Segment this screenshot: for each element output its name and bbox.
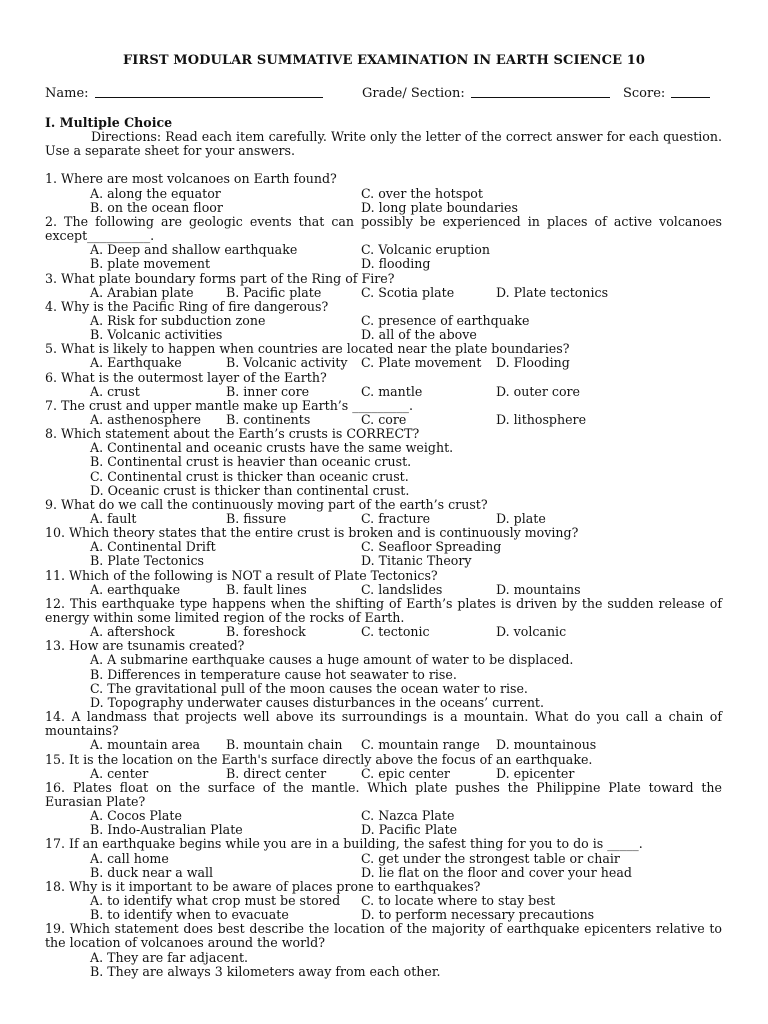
answer-option: D. lie flat on the floor and cover your head [361,864,632,880]
answer-option: D. outer core [496,383,580,399]
question-text: 16. Plates float on the surface of the mantle. Which plate pushes the Philippine Plate toward the Eurasian Plate? [45,779,722,809]
answer-option: D. Topography underwater causes disturbances in the oceans’ current. [90,694,544,710]
options-row [45,625,722,639]
answer-option: C. Nazca Plate [361,808,455,824]
options-row [45,852,722,866]
answer-option: C. fracture [361,511,431,526]
question-item [45,922,722,979]
answer-option: A. They are far adjacent. [90,949,249,965]
answer-option: C. Plate movement [361,355,482,371]
answer-option: B. continents [226,411,311,427]
answer-option: B. Volcanic activity [226,355,348,371]
options-row [45,696,722,710]
options-row [45,385,722,399]
answer-option: D. long plate boundaries [361,199,518,215]
answer-option: A. mountain area [90,737,201,753]
section-title: I. Multiple Choice [45,115,173,130]
answer-option: A. Arabian plate [90,284,194,300]
question-list [45,172,722,978]
answer-option: B. mountain chain [226,737,343,753]
question-text: 9. What do we call the continuously moving part of the earth’s crust? [45,496,488,512]
question-text: 1. Where are most volcanoes on Earth found? [45,171,337,187]
answer-option: A. crust [90,383,140,399]
answer-option: D. Flooding [496,355,570,371]
options-row [45,767,722,781]
options-row [45,328,722,342]
answer-option: A. to identify what crop must be stored [90,892,341,908]
answer-option: C. get under the strongest table or chair [361,850,620,866]
question-text: 8. Which statement about the Earth’s crusts is CORRECT? [45,426,420,442]
answer-option: A. Cocos Plate [90,808,182,824]
options-row [45,866,722,880]
answer-option: A. fault [90,511,137,526]
question-text: 2. The following are geologic events that can possibly be experienced in places of active volcanoes except__________. [45,213,722,244]
answer-option: A. Earthquake [90,355,182,371]
answer-option: C. mountain range [361,737,480,753]
options-row [45,243,722,257]
options-row [45,653,722,667]
answer-option: A. aftershock [90,624,175,640]
question-item [45,781,722,838]
answer-option: C. over the hotspot [361,185,483,201]
question-item [45,427,722,498]
name-blank[interactable] [95,86,323,98]
options-row [45,470,722,484]
question-item [45,371,722,399]
options-row [45,951,722,965]
answer-option: D. Oceanic crust is thicker than continental crust. [90,482,410,498]
answer-option: B. Pacific plate [226,284,322,300]
answer-option: B. on the ocean floor [90,199,223,215]
exam-title: FIRST MODULAR SUMMATIVE EXAMINATION IN EARTH SCIENCE 10 [122,53,646,68]
options-row [45,809,722,823]
options-row [45,201,722,215]
answer-option: D. Plate tectonics [496,284,609,300]
name-label: Name: [45,86,89,101]
answer-option: C. Scotia plate [361,284,455,300]
options-row [45,894,722,908]
answer-option: B. duck near a wall [90,864,214,880]
options-row [45,286,722,300]
score-field[interactable] [623,86,665,101]
answer-option: B. fault lines [226,581,307,597]
answer-option: B. Volcanic activities [90,327,223,343]
options-row [45,441,722,455]
grade-section-blank[interactable] [471,86,610,98]
answer-option: B. direct center [226,765,327,781]
question-item [45,597,722,639]
options-row [45,583,722,597]
answer-option: D. volcanic [496,624,567,640]
answer-option: C. presence of earthquake [361,312,530,328]
options-row [45,356,722,370]
answer-option: D. to perform necessary precautions [361,907,595,923]
answer-option: B. inner core [226,383,310,399]
options-row [45,540,722,554]
answer-option: C. Continental crust is thicker than oceanic crust. [90,468,409,484]
answer-option: A. earthquake [90,581,181,597]
question-item [45,272,722,300]
answer-option: D. mountains [496,581,581,597]
answer-option: C. to locate where to stay best [361,892,556,908]
options-row [45,668,722,682]
answer-option: B. Continental crust is heavier than oceanic crust. [90,454,412,470]
answer-option: B. plate movement [90,256,211,272]
answer-option: A. center [90,765,149,781]
question-item [45,753,722,781]
answer-option: D. mountainous [496,737,597,753]
question-item [45,837,722,879]
answer-option: B. They are always 3 kilometers away from each other. [90,963,441,979]
answer-option: B. foreshock [226,624,306,640]
answer-option: B. to identify when to evacuate [90,907,289,923]
options-row [45,257,722,271]
answer-option: C. landslides [361,581,443,597]
question-text: 12. This earthquake type happens when the shifting of Earth’s plates is driven by the sudden release of energy within some limited region of the rocks of Earth. [45,595,722,626]
question-item [45,710,722,752]
question-item [45,399,722,427]
directions-text: Directions: Read each item carefully. Write only the letter of the correct answer for each question. Use a separate sheet for your answers. [45,129,722,159]
question-item [45,300,722,342]
options-row [45,682,722,696]
options-row [45,455,722,469]
question-text: 17. If an earthquake begins while you are in a building, the safest thing for you to do is _____. [45,836,643,852]
grade-section-field[interactable] [362,86,465,101]
answer-option: C. mantle [361,383,423,399]
question-item [45,639,722,710]
answer-option: D. flooding [361,256,431,272]
answer-option: B. fissure [226,511,287,526]
question-text: 18. Why is it important to be aware of places prone to earthquakes? [45,878,481,894]
question-text: 15. It is the location on the Earth's surface directly above the focus of an earthquake. [45,751,593,767]
answer-option: C. tectonic [361,624,430,640]
answer-option: C. core [361,411,407,427]
answer-option: A. asthenosphere [90,411,201,427]
question-item [45,526,722,568]
answer-option: A. along the equator [90,185,221,201]
answer-option: D. epicenter [496,765,575,781]
question-item [45,215,722,272]
options-row [45,512,722,526]
answer-option: C. Volcanic eruption [361,242,490,258]
question-text: 4. Why is the Pacific Ring of fire dangerous? [45,298,329,314]
options-row [45,965,722,979]
score-label: Score: [623,86,666,101]
answer-option: A. A submarine earthquake causes a huge amount of water to be displaced. [90,652,574,668]
options-row [45,823,722,837]
answer-option: B. Plate Tectonics [90,553,205,569]
name-field[interactable] [45,86,89,101]
answer-option: D. Pacific Plate [361,822,458,838]
question-text: 11. Which of the following is NOT a result of Plate Tectonics? [45,567,438,583]
answer-option: C. The gravitational pull of the moon causes the ocean water to rise. [90,680,528,696]
grade-section-label: Grade/ Section: [362,86,465,101]
answer-option: D. lithosphere [496,411,587,427]
answer-option: C. Seafloor Spreading [361,539,502,555]
question-text: 7. The crust and upper mantle make up Earth’s _________. [45,397,413,413]
options-row [45,484,722,498]
answer-option: A. Continental and oceanic crusts have the same weight. [90,440,454,456]
answer-option: A. call home [90,850,169,866]
question-text: 10. Which theory states that the entire crust is broken and is continuously moving? [45,525,579,541]
options-row [45,413,722,427]
question-text: 13. How are tsunamis created? [45,638,245,654]
options-row [45,908,722,922]
options-row [45,314,722,328]
answer-option: B. Indo-Australian Plate [90,822,243,838]
answer-option: D. Titanic Theory [361,553,472,569]
score-blank[interactable] [671,86,710,98]
question-item [45,172,722,214]
answer-option: D. all of the above [361,327,477,343]
answer-option: A. Deep and shallow earthquake [90,242,298,258]
question-item [45,569,722,597]
options-row [45,554,722,568]
answer-option: A. Risk for subduction zone [90,312,266,328]
question-text: 3. What plate boundary forms part of the Ring of Fire? [45,270,395,286]
question-text: 6. What is the outermost layer of the Earth? [45,369,327,385]
question-text: 19. Which statement does best describe the location of the majority of earthquake epicenters relative to the location of volcanoes around the world? [45,921,722,951]
question-item [45,880,722,922]
answer-option: A. Continental Drift [90,539,216,555]
options-row [45,738,722,752]
question-item [45,498,722,526]
answer-option: C. epic center [361,765,450,781]
answer-option: D. plate [496,511,546,526]
question-text: 5. What is likely to happen when countries are located near the plate boundaries? [45,341,570,357]
answer-option: B. Differences in temperature cause hot seawater to rise. [90,666,457,682]
question-text: 14. A landmass that projects well above its surroundings is a mountain. What do you call a chain of mountains? [45,709,722,739]
exam-content [45,116,722,979]
options-row [45,187,722,201]
question-item [45,342,722,370]
